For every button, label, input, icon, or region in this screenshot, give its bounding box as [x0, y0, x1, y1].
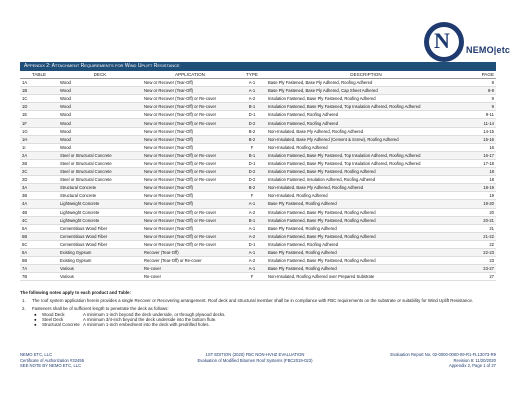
table-cell-deck: Various	[58, 265, 142, 273]
table-cell-deck: Cementitious Wood Fiber	[58, 224, 142, 232]
logo-emblem: N	[424, 22, 464, 62]
footer-edition: 1ST EDITION (2020) FBC NON-HVHZ EVALUATION	[205, 352, 305, 357]
note-number: 2.	[22, 306, 26, 312]
table-cell-page: 19	[466, 192, 496, 200]
table-cell-description: Insulation Fastened, Roofing Adhered	[266, 119, 466, 127]
table-cell-description: Insulation Fastened, Roofing Adhered	[266, 111, 466, 119]
table-cell-page: 23	[466, 257, 496, 265]
table-row	[20, 135, 496, 143]
footer-company-name: NEMO ETC, LLC	[20, 352, 53, 357]
table-cell-description: Insulation Fastened, Base Ply Fastened, Roofing Adhered	[266, 216, 466, 224]
table-cell-page: 20-21	[466, 216, 496, 224]
table-cell-description: Base Ply Fastened, Roofing Adhered	[266, 248, 466, 256]
table-cell-application: Recover (Tear-Off)	[142, 248, 238, 256]
table-cell-type: D-2	[238, 176, 266, 184]
table-cell-description: Insulation Fastened, Base Ply Fastened, Top Insulation Adhered, Roofing Adhered	[266, 103, 466, 111]
table-cell-application: Re-cover	[142, 273, 238, 281]
table-cell-deck: Cementitious Wood Fiber	[58, 232, 142, 240]
table-row	[20, 79, 496, 87]
footer-certificate: Certificate of Authorization #32455	[20, 357, 85, 363]
table-cell-type: B-1	[238, 151, 266, 159]
table-cell-description: Base Ply Fastened, Base Ply Adhered, Roofing Adhered	[266, 79, 466, 87]
footer-evaluation-title: Evaluation of Modified Bitumen Roof Systems (FBC2019-023)	[197, 357, 313, 363]
table-cell-description: Non-Insulated, Base Ply Adhered, Roofing Adhered	[266, 127, 466, 135]
table-cell-id: 5C	[20, 240, 58, 248]
table-cell-type: A-1	[238, 248, 266, 256]
table-cell-type: F	[238, 143, 266, 151]
table-cell-page: 9	[466, 95, 496, 103]
table-cell-description: Insulation Fastened, Roofing Adhered	[266, 240, 466, 248]
deck-type-requirement: A minimum 3/4-inch beyond the deck underside into the bottom flute.	[82, 317, 217, 323]
table-row	[20, 192, 496, 200]
table-cell-application: New or Recover (Tear-Off)	[142, 200, 238, 208]
table-cell-application: New or Recover (Tear-Off)	[142, 87, 238, 95]
table-cell-deck: Various	[58, 273, 142, 281]
table-cell-id: 7A	[20, 265, 58, 273]
table-cell-id: 3A	[20, 184, 58, 192]
table-row	[20, 232, 496, 240]
table-cell-deck: Steel or Structural Concrete	[58, 168, 142, 176]
table-cell-description: Insulation Fastened, Base Ply Fastened, Roofing Adhered	[266, 168, 466, 176]
table-cell-deck: Existing Gypsum	[58, 257, 142, 265]
table-cell-id: 1E	[20, 111, 58, 119]
table-cell-id: 2A	[20, 151, 58, 159]
table-cell-deck: Steel or Structural Concrete	[58, 159, 142, 167]
table-cell-application: New or Recover (Tear-Off)	[142, 79, 238, 87]
table-cell-deck: Wood	[58, 143, 142, 151]
table-cell-type: A-2	[238, 208, 266, 216]
table-cell-page: 11-14	[466, 119, 496, 127]
column-header-deck: DECK	[58, 71, 142, 79]
table-cell-id: 5B	[20, 232, 58, 240]
table-cell-description: Insulation Fastened, Base Ply Fastened, Roofing Adhered	[266, 232, 466, 240]
table-row	[20, 224, 496, 232]
table-cell-page: 21-22	[466, 232, 496, 240]
table-cell-type: A-2	[238, 95, 266, 103]
table-cell-deck: Wood	[58, 79, 142, 87]
attachment-requirements-table	[20, 71, 496, 281]
table-row	[20, 273, 496, 281]
table-cell-type: D-1	[238, 159, 266, 167]
table-cell-id: 6A	[20, 248, 58, 256]
table-cell-description: Insulation Fastened, Base Ply Fastened, Roofing Adhered	[266, 95, 466, 103]
table-cell-id: 6B	[20, 257, 58, 265]
table-cell-application: New or Recover (Tear-Off) or Re-cover	[142, 216, 238, 224]
table-cell-id: 1C	[20, 95, 58, 103]
company-logo	[424, 22, 511, 62]
table-cell-application: New or Recover (Tear-Off)	[142, 135, 238, 143]
table-cell-deck: Wood	[58, 95, 142, 103]
footer-report-info	[390, 352, 496, 369]
table-cell-description: Insulation Fastened, Base Ply Fastened, Top Insulation Adhered, Roofing Adhered	[266, 159, 466, 167]
table-row	[20, 168, 496, 176]
table-cell-description: Non-Insulated, Base Ply Adhered, Roofing Adhered	[266, 184, 466, 192]
table-row	[20, 143, 496, 151]
table-cell-page: 18	[466, 168, 496, 176]
table-cell-page: 17-18	[466, 159, 496, 167]
table-cell-type: F	[238, 273, 266, 281]
table-cell-deck: Structural Concrete	[58, 184, 142, 192]
table-cell-page: 14-15	[466, 127, 496, 135]
table-row	[20, 240, 496, 248]
column-header-table: TABLE	[20, 71, 58, 79]
table-cell-type: B-2	[238, 184, 266, 192]
table-cell-type: F	[238, 192, 266, 200]
table-cell-type: B-2	[238, 127, 266, 135]
table-cell-application: New or Recover (Tear-Off) or Re-cover	[142, 103, 238, 111]
table-cell-page: 8-9	[466, 87, 496, 95]
table-cell-page: 22	[466, 240, 496, 248]
table-cell-type: A-2	[238, 232, 266, 240]
table-cell-type: A-1	[238, 79, 266, 87]
table-cell-type: A-1	[238, 224, 266, 232]
table-cell-application: New or Recover (Tear-Off) or Re-cover	[142, 176, 238, 184]
table-cell-application: New or Recover (Tear-Off)	[142, 192, 238, 200]
table-cell-id: 1I	[20, 143, 58, 151]
table-cell-description: Non-Insulated, Base Ply Adhered (Cement & Screw), Roofing Adhered	[266, 135, 466, 143]
table-cell-deck: Wood	[58, 127, 142, 135]
table-row	[20, 127, 496, 135]
table-cell-id: 1A	[20, 79, 58, 87]
table-cell-application: New or Recover (Tear-Off) or Re-cover	[142, 119, 238, 127]
note-text: Fasteners shall be of sufficient length to penetrate the deck as follows:	[32, 306, 169, 312]
table-cell-id: 4C	[20, 216, 58, 224]
table-cell-description: Base Ply Fastened, Roofing Adhered	[266, 200, 466, 208]
table-cell-page: 22-23	[466, 248, 496, 256]
table-cell-page: 9-11	[466, 111, 496, 119]
table-row	[20, 151, 496, 159]
table-row	[20, 184, 496, 192]
notes-intro: The following notes apply to each product and Table:	[20, 290, 131, 295]
table-cell-type: B-1	[238, 216, 266, 224]
table-cell-id: 7B	[20, 273, 58, 281]
table-cell-id: 4B	[20, 208, 58, 216]
column-header-page: PAGE	[466, 71, 496, 79]
table-row	[20, 111, 496, 119]
table-cell-deck: Cementitious Wood Fiber	[58, 240, 142, 248]
table-cell-application: New or Recover (Tear-Off) or Re-cover	[142, 111, 238, 119]
table-cell-page: 18-19	[466, 184, 496, 192]
table-cell-application: New or Recover (Tear-Off) or Re-cover	[142, 240, 238, 248]
bullet-icon: ●	[34, 322, 37, 328]
table-cell-description: Insulation Fastened, Base Ply Fastened, Top Insulation Adhered, Roofing Adhered	[266, 151, 466, 159]
notes-section	[20, 290, 496, 330]
table-cell-description: Non-Insulated, Roofing Adhered over Prepared Substrate	[266, 273, 466, 281]
table-cell-page: 21	[466, 224, 496, 232]
note-text: The roof system application herein provides a single Recover or Recovering arrangement. Roof deck and structural member shall be in compliance with FBC requirements on the substrate or suitability for Wind Uplift Resistance.	[32, 298, 474, 303]
table-cell-description: Insulation Fastened, Base Ply Fastened, Roofing Adhered	[266, 208, 466, 216]
table-row	[20, 119, 496, 127]
table-cell-description: Base Ply Fastened, Roofing Adhered	[266, 224, 466, 232]
table-row	[20, 103, 496, 111]
table-cell-type: A-1	[238, 265, 266, 273]
table-cell-type: D-2	[238, 119, 266, 127]
column-header-application: APPLICATION	[142, 71, 238, 79]
bullet-icon: ●	[34, 317, 37, 323]
deck-type-term: Steel Deck	[42, 317, 64, 323]
table-cell-deck: Wood	[58, 103, 142, 111]
table-cell-description: Insulation Fastened, Insulation Adhered, Roofing Adhered	[266, 176, 466, 184]
footer-revision: Revision 9: 11/20/2020	[453, 357, 496, 363]
table-cell-description: Base Ply Fastened, Roofing Adhered	[266, 265, 466, 273]
table-row	[20, 257, 496, 265]
table-cell-id: 1D	[20, 103, 58, 111]
deck-type-term: Structural Concrete	[42, 322, 80, 328]
table-row	[20, 159, 496, 167]
table-cell-deck: Lightweight Concrete	[58, 216, 142, 224]
table-cell-page: 18	[466, 176, 496, 184]
table-cell-type: D-1	[238, 240, 266, 248]
table-cell-deck: Wood	[58, 87, 142, 95]
table-cell-deck: Lightweight Concrete	[58, 208, 142, 216]
note-number: 1.	[22, 298, 26, 303]
table-cell-deck: Structural Concrete	[58, 192, 142, 200]
table-cell-application: New or Recover (Tear-Off)	[142, 184, 238, 192]
table-cell-application: New or Recover (Tear-Off) or Re-cover	[142, 151, 238, 159]
table-cell-application: New or Recover (Tear-Off)	[142, 143, 238, 151]
table-cell-page: 16	[466, 143, 496, 151]
table-cell-page: 27	[466, 273, 496, 281]
table-row	[20, 208, 496, 216]
table-cell-id: 1H	[20, 135, 58, 143]
table-cell-application: New or Recover (Tear-Off) or Re-cover	[142, 159, 238, 167]
footer-report-number: Evaluation Report No. 02-0000-0000-09-R1-FL13073-R9	[390, 352, 496, 357]
table-cell-type: B-2	[238, 135, 266, 143]
table-cell-page: 8	[466, 79, 496, 87]
table-cell-deck: Existing Gypsum	[58, 248, 142, 256]
table-row	[20, 176, 496, 184]
section-title: Appendix 2: Attachment Requirements for Wind Uplift Resistance	[20, 62, 496, 71]
deck-type-requirement: A minimum 1-inch beyond the deck underside, or through plywood decks.	[82, 311, 226, 317]
table-cell-type: A-1	[238, 200, 266, 208]
table-cell-id: 2C	[20, 168, 58, 176]
table-cell-deck: Lightweight Concrete	[58, 200, 142, 208]
table-row	[20, 200, 496, 208]
table-cell-id: 4A	[20, 200, 58, 208]
table-cell-description: Non-Insulated, Roofing Adhered	[266, 143, 466, 151]
table-row	[20, 87, 496, 95]
table-cell-id: 1B	[20, 87, 58, 95]
note-item	[20, 306, 496, 327]
table-cell-application: New or Recover (Tear-Off)	[142, 127, 238, 135]
footer-evaluation-info	[170, 352, 340, 363]
table-cell-deck: Wood	[58, 111, 142, 119]
table-cell-application: New or Recover (Tear-Off) or Re-cover	[142, 208, 238, 216]
note-item	[20, 298, 496, 303]
table-cell-type: D-1	[238, 111, 266, 119]
table-cell-page: 16-17	[466, 151, 496, 159]
footer-page-number: Appendix 2, Page 1 of 27	[448, 363, 496, 369]
table-cell-page: 9	[466, 103, 496, 111]
table-cell-id: 1G	[20, 127, 58, 135]
table-cell-description: Non-Insulated, Roofing Adhered	[266, 192, 466, 200]
logo-wordmark: NEMO|etc	[466, 45, 511, 55]
note-sub-item	[32, 322, 496, 327]
table-cell-id: 2B	[20, 159, 58, 167]
table-cell-description: Base Ply Fastened, Base Ply Adhered, Cap Sheet Adhered	[266, 87, 466, 95]
table-cell-application: Recover (Tear-Off) or Re-cover	[142, 257, 238, 265]
footer-company-info	[20, 352, 84, 369]
table-cell-type: B-1	[238, 103, 266, 111]
table-cell-application: New or Recover (Tear-Off) or Re-cover	[142, 232, 238, 240]
footer-copyright: SEE NOTE BY NEMO ETC, LLC	[20, 363, 82, 369]
deck-type-requirement: A minimum 1-inch embedment into the deck with predrilled holes.	[82, 322, 210, 328]
table-cell-application: New or Recover (Tear-Off)	[142, 224, 238, 232]
table-cell-id: 5A	[20, 224, 58, 232]
table-cell-page: 15-16	[466, 135, 496, 143]
table-row	[20, 95, 496, 103]
table-cell-page: 23-27	[466, 265, 496, 273]
table-row	[20, 248, 496, 256]
table-cell-id: 3B	[20, 192, 58, 200]
table-header-row	[20, 71, 496, 79]
table-cell-type: A-2	[238, 257, 266, 265]
deck-type-term: Wood Deck	[42, 311, 65, 317]
table-cell-description: Insulation Fastened, Base Ply Fastened, Roofing Adhered	[266, 257, 466, 265]
table-cell-application: New or Recover (Tear-Off) or Re-cover	[142, 168, 238, 176]
column-header-type: TYPE	[238, 71, 266, 79]
column-header-description: DESCRIPTION	[266, 71, 466, 79]
table-cell-deck: Wood	[58, 135, 142, 143]
table-cell-type: A-1	[238, 87, 266, 95]
table-cell-page: 20	[466, 208, 496, 216]
table-cell-deck: Steel or Structural Concrete	[58, 176, 142, 184]
table-cell-id: 1F	[20, 119, 58, 127]
table-row	[20, 265, 496, 273]
table-cell-deck: Steel or Structural Concrete	[58, 151, 142, 159]
table-cell-deck: Wood	[58, 119, 142, 127]
table-cell-application: Re-cover	[142, 265, 238, 273]
table-cell-type: D-2	[238, 168, 266, 176]
table-row	[20, 216, 496, 224]
table-cell-id: 2D	[20, 176, 58, 184]
bullet-icon: ●	[34, 311, 37, 317]
table-cell-page: 19-20	[466, 200, 496, 208]
table-cell-application: New or Recover (Tear-Off) or Re-cover	[142, 95, 238, 103]
